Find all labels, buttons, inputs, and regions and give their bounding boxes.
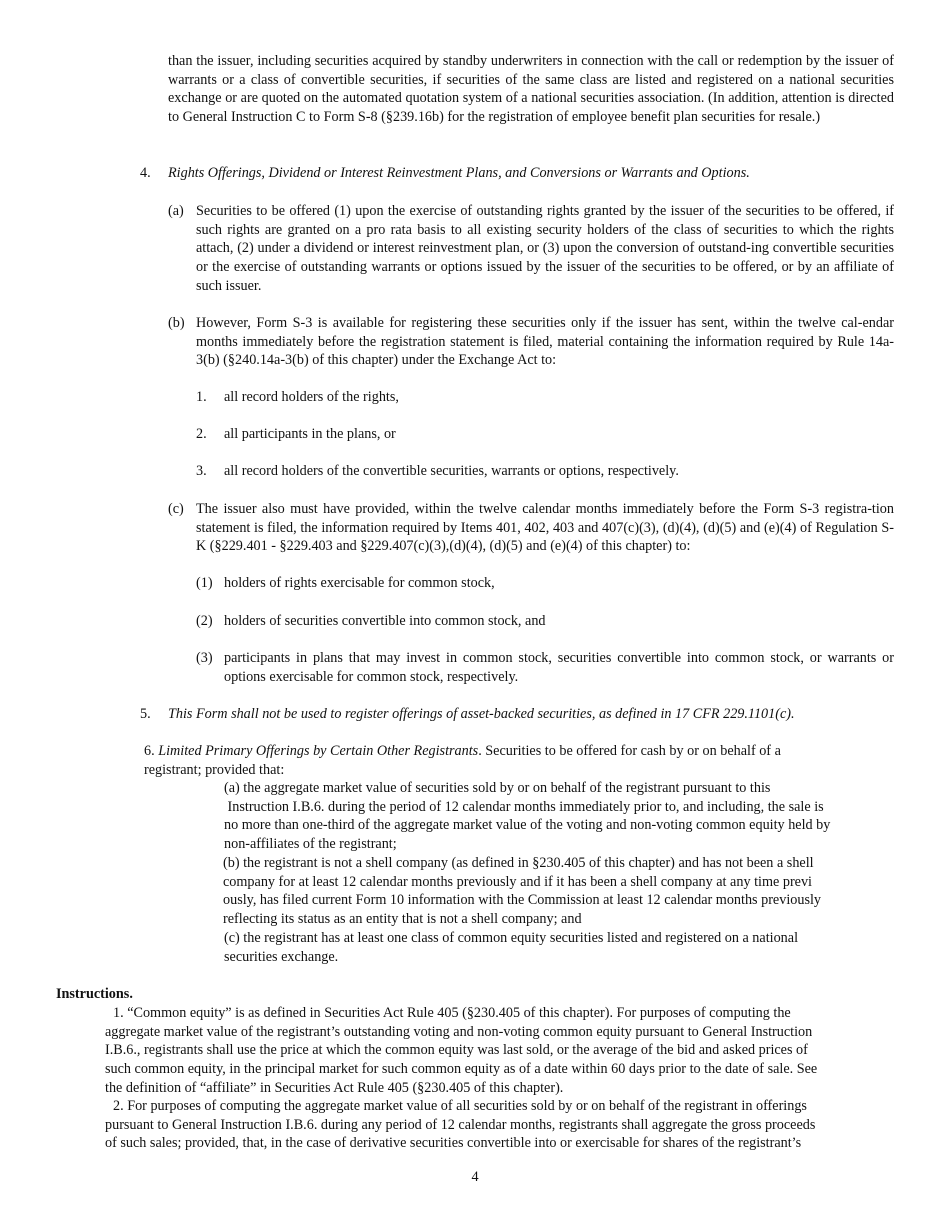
section-6-intro-line-2: registrant; provided that: <box>144 761 285 778</box>
section-6b-line: company for at least 12 calendar months previously and if it has been a shell company at any time previ <box>223 873 812 890</box>
section-4a-text: Securities to be offered (1) upon the exercise of outstanding rights granted by the issuer of the securities to be offered, if such rights are granted on a pro rata basis to all existing security holders of the class of securities to which the rights attach, (2) under a dividend or interest reinvestment plan, or (3) upon the conversion of outstand-ing convertible securities or the exercise of outstanding warrants or options issued by the issuer of the securities to be offered, or by an affiliate of such issuer. <box>196 203 894 294</box>
section-6c-line: (c) the registrant has at least one class of common equity securities listed and registered on a national <box>224 930 799 946</box>
section-4b-subitem-2-text: all participants in the plans, or <box>224 426 396 442</box>
section-6c-text <box>224 929 904 966</box>
instructions-p1-line: aggregate market value of the registrant’s outstanding voting and non-voting common equity pursuant to General Instruction <box>105 1023 813 1040</box>
section-6a-line: Instruction I.B.6. during the period of 12 calendar months immediately prior to, and including, the sale is <box>224 798 824 815</box>
section-6c-line: securities exchange. <box>224 948 339 965</box>
section-4b-label: (b) <box>168 315 185 331</box>
section-4-number: 4. <box>140 165 151 181</box>
section-6-intro-line-1: . Securities to be offered for cash by or on behalf of a <box>478 743 781 759</box>
section-6b-text <box>223 854 903 929</box>
section-6-heading: Limited Primary Offerings by Certain Other Registrants <box>158 743 479 759</box>
section-6b-line: ously, has filed current Form 10 information with the Commission at least 12 calendar months previously <box>223 892 822 909</box>
section-4a-label: (a) <box>168 203 184 219</box>
section-4b-subitem-3-label: 3. <box>196 463 207 479</box>
instructions-p2-line: 2. For purposes of computing the aggregate market value of all securities sold by or on behalf of the registrant in offerings <box>113 1098 807 1114</box>
section-6-number: 6. <box>144 743 155 759</box>
instructions-p2-line: of such sales; provided, that, in the case of derivative securities convertible into or exercisable for shares of the registrant’s <box>105 1135 802 1152</box>
section-4b-subitem-1-text: all record holders of the rights, <box>224 389 399 405</box>
instructions-p1-line: 1. “Common equity” is as defined in Securities Act Rule 405 (§230.405 of this chapter). For purposes of computing the <box>113 1005 791 1021</box>
page-number: 4 <box>471 1169 479 1185</box>
section-4c-text: The issuer also must have provided, within the twelve calendar months immediately before the Form S-3 registra-tion statement is filed, the information required by Items 401, 402, 403 and 407(c)(3), (d)(4), (d)(5) and (e)(4) of Regulation S-K (§229.401 - §229.403 and §229.407(c)(3),(d)(4), (d)(5) and (e)(4) of this chapter) to: <box>196 501 894 555</box>
section-5-text: This Form shall not be used to register offerings of asset-backed securities, as defined in 17 CFR 229.1101(c). <box>168 706 795 722</box>
section-4b-subitem-2-label: 2. <box>196 426 207 442</box>
section-4c-subitem-1-text: holders of rights exercisable for common stock, <box>224 575 495 591</box>
section-4b-text: However, Form S-3 is available for registering these securities only if the issuer has sent, within the twelve cal-endar months immediately before the registration statement is filed, material containing the information required by Rule 14a-3(b) (§240.14a-3(b) of this chapter) under the Exchange Act to: <box>196 315 894 369</box>
instructions-paragraph-2 <box>105 1097 905 1153</box>
section-6a-line: no more than one-third of the aggregate market value of the voting and non-voting common equity held by <box>224 817 831 834</box>
instructions-p1-line: the definition of “affiliate” in Securities Act Rule 405 (§230.405 of this chapter). <box>105 1079 564 1096</box>
section-6a-text <box>224 779 904 854</box>
continuation-paragraph: than the issuer, including securities acquired by standby underwriters in connection with the call or redemption by the issuer of warrants or a class of convertible securities, if securities of the same class are listed and registered on a national securities exchange or are quoted on the automated quotation system of a national securities association. (In addition, attention is directed to General Instruction C to Form S-8 (§239.16b) for the registration of employee benefit plan securities for resale.) <box>168 53 894 126</box>
section-4-heading: Rights Offerings, Dividend or Interest Reinvestment Plans, and Conversions or Warrants and Options. <box>168 165 750 181</box>
section-4b-subitem-1-label: 1. <box>196 389 207 405</box>
section-6-intro <box>144 742 904 779</box>
instructions-paragraph-1 <box>105 1004 905 1098</box>
instructions-heading: Instructions. <box>56 986 133 1002</box>
section-6b-line: (b) the registrant is not a shell company (as defined in §230.405 of this chapter) and has not been a shell <box>223 855 814 871</box>
instructions-p1-line: such common equity, in the principal market for such common equity as of a date within 60 days prior to the date of sale. See <box>105 1061 818 1078</box>
section-5-number: 5. <box>140 706 151 722</box>
section-6a-line: (a) the aggregate market value of securities sold by or on behalf of the registrant pursuant to this <box>224 780 771 796</box>
section-4c-subitem-2-text: holders of securities convertible into common stock, and <box>224 613 546 629</box>
section-4c-subitem-3-text: participants in plans that may invest in common stock, securities convertible into common stock, or warrants or options exercisable for common stock, respectively. <box>224 650 894 685</box>
section-6b-line: reflecting its status as an entity that is not a shell company; and <box>223 911 582 928</box>
section-6a-line: non-affiliates of the registrant; <box>224 836 397 853</box>
section-4c-subitem-2-label: (2) <box>196 613 213 629</box>
section-4c-subitem-1-label: (1) <box>196 575 213 591</box>
instructions-p1-line: I.B.6., registrants shall use the price at which the common equity was last sold, or the average of the bid and asked prices of <box>105 1042 808 1059</box>
instructions-p2-line: pursuant to General Instruction I.B.6. during any period of 12 calendar months, registrants shall aggregate the gross proceeds <box>105 1116 816 1133</box>
section-4c-subitem-3-label: (3) <box>196 650 213 666</box>
section-4c-label: (c) <box>168 501 184 517</box>
section-4b-subitem-3-text: all record holders of the convertible securities, warrants or options, respectively. <box>224 463 679 479</box>
